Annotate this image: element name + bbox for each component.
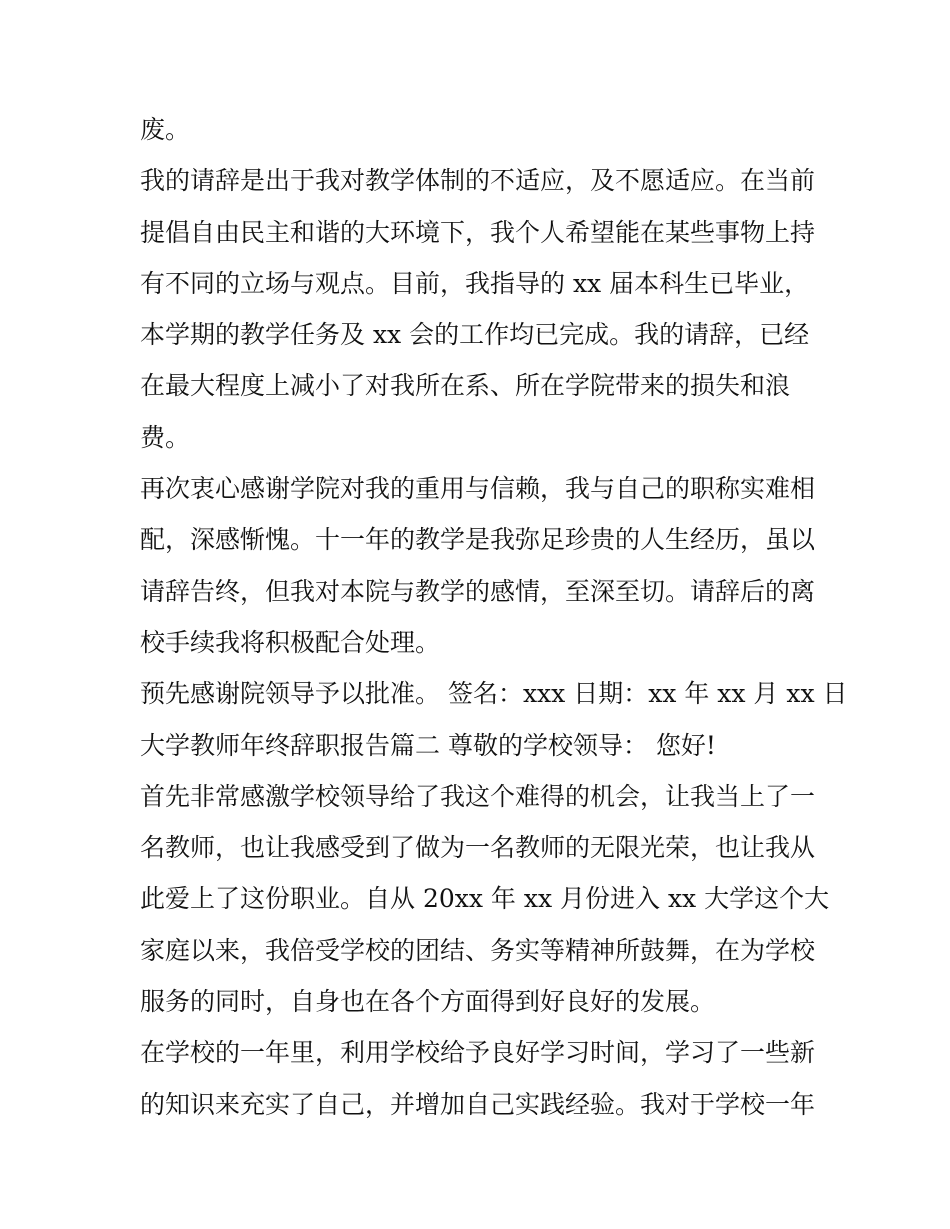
text-line: 在最大程度上减小了对我所在系、所在学院带来的损失和浪: [140, 371, 791, 401]
text-line: 校手续我将积极配合处理。: [140, 627, 441, 657]
text-line: 在学校的一年里，利用学校给予良好学习时间，学习了一些新: [140, 1038, 816, 1068]
text-line: 名教师，也让我感受到了做为一名教师的无限光荣，也让我从: [140, 833, 816, 863]
text-line: 有不同的立场与观点。目前，我指导的 xx 届本科生已毕业，: [140, 268, 810, 298]
text-line: 服务的同时，自身也在各个方面得到好良好的发展。: [140, 987, 716, 1017]
text-line: 的知识来充实了自己，并增加自己实践经验。我对于学校一年: [140, 1089, 816, 1119]
text-line: 废。: [140, 115, 191, 144]
text-line: 提倡自由民主和谐的大环境下，我个人希望能在某些事物上持: [140, 217, 816, 247]
signature-line: 预先感谢院领导予以批准。 签名：xxx 日期：xx 年 xx 月 xx 日: [140, 679, 848, 709]
section-heading-line: 大学教师年终辞职报告篇二 尊敬的学校领导： 您好!: [140, 730, 716, 760]
text-line: 家庭以来，我倍受学校的团结、务实等精神所鼓舞，在为学校: [140, 935, 816, 965]
text-line: 再次衷心感谢学院对我的重用与信赖，我与自己的职称实难相: [140, 474, 816, 504]
text-line: 我的请辞是出于我对教学体制的不适应，及不愿适应。在当前: [140, 166, 816, 196]
text-line: 首先非常感激学校领导给了我这个难得的机会，让我当上了一: [140, 781, 816, 811]
text-line: 费。: [140, 422, 191, 452]
text-line: 配，深感惭愧。十一年的教学是我弥足珍贵的人生经历，虽以: [140, 525, 816, 555]
text-line: 请辞告终，但我对本院与教学的感情，至深至切。请辞后的离: [140, 576, 816, 606]
text-line: 本学期的教学任务及 xx 会的工作均已完成。我的请辞，已经: [140, 320, 810, 350]
document-body: [140, 104, 848, 1130]
text-line: 此爱上了这份职业。自从 20xx 年 xx 月份进入 xx 大学这个大: [140, 884, 830, 914]
